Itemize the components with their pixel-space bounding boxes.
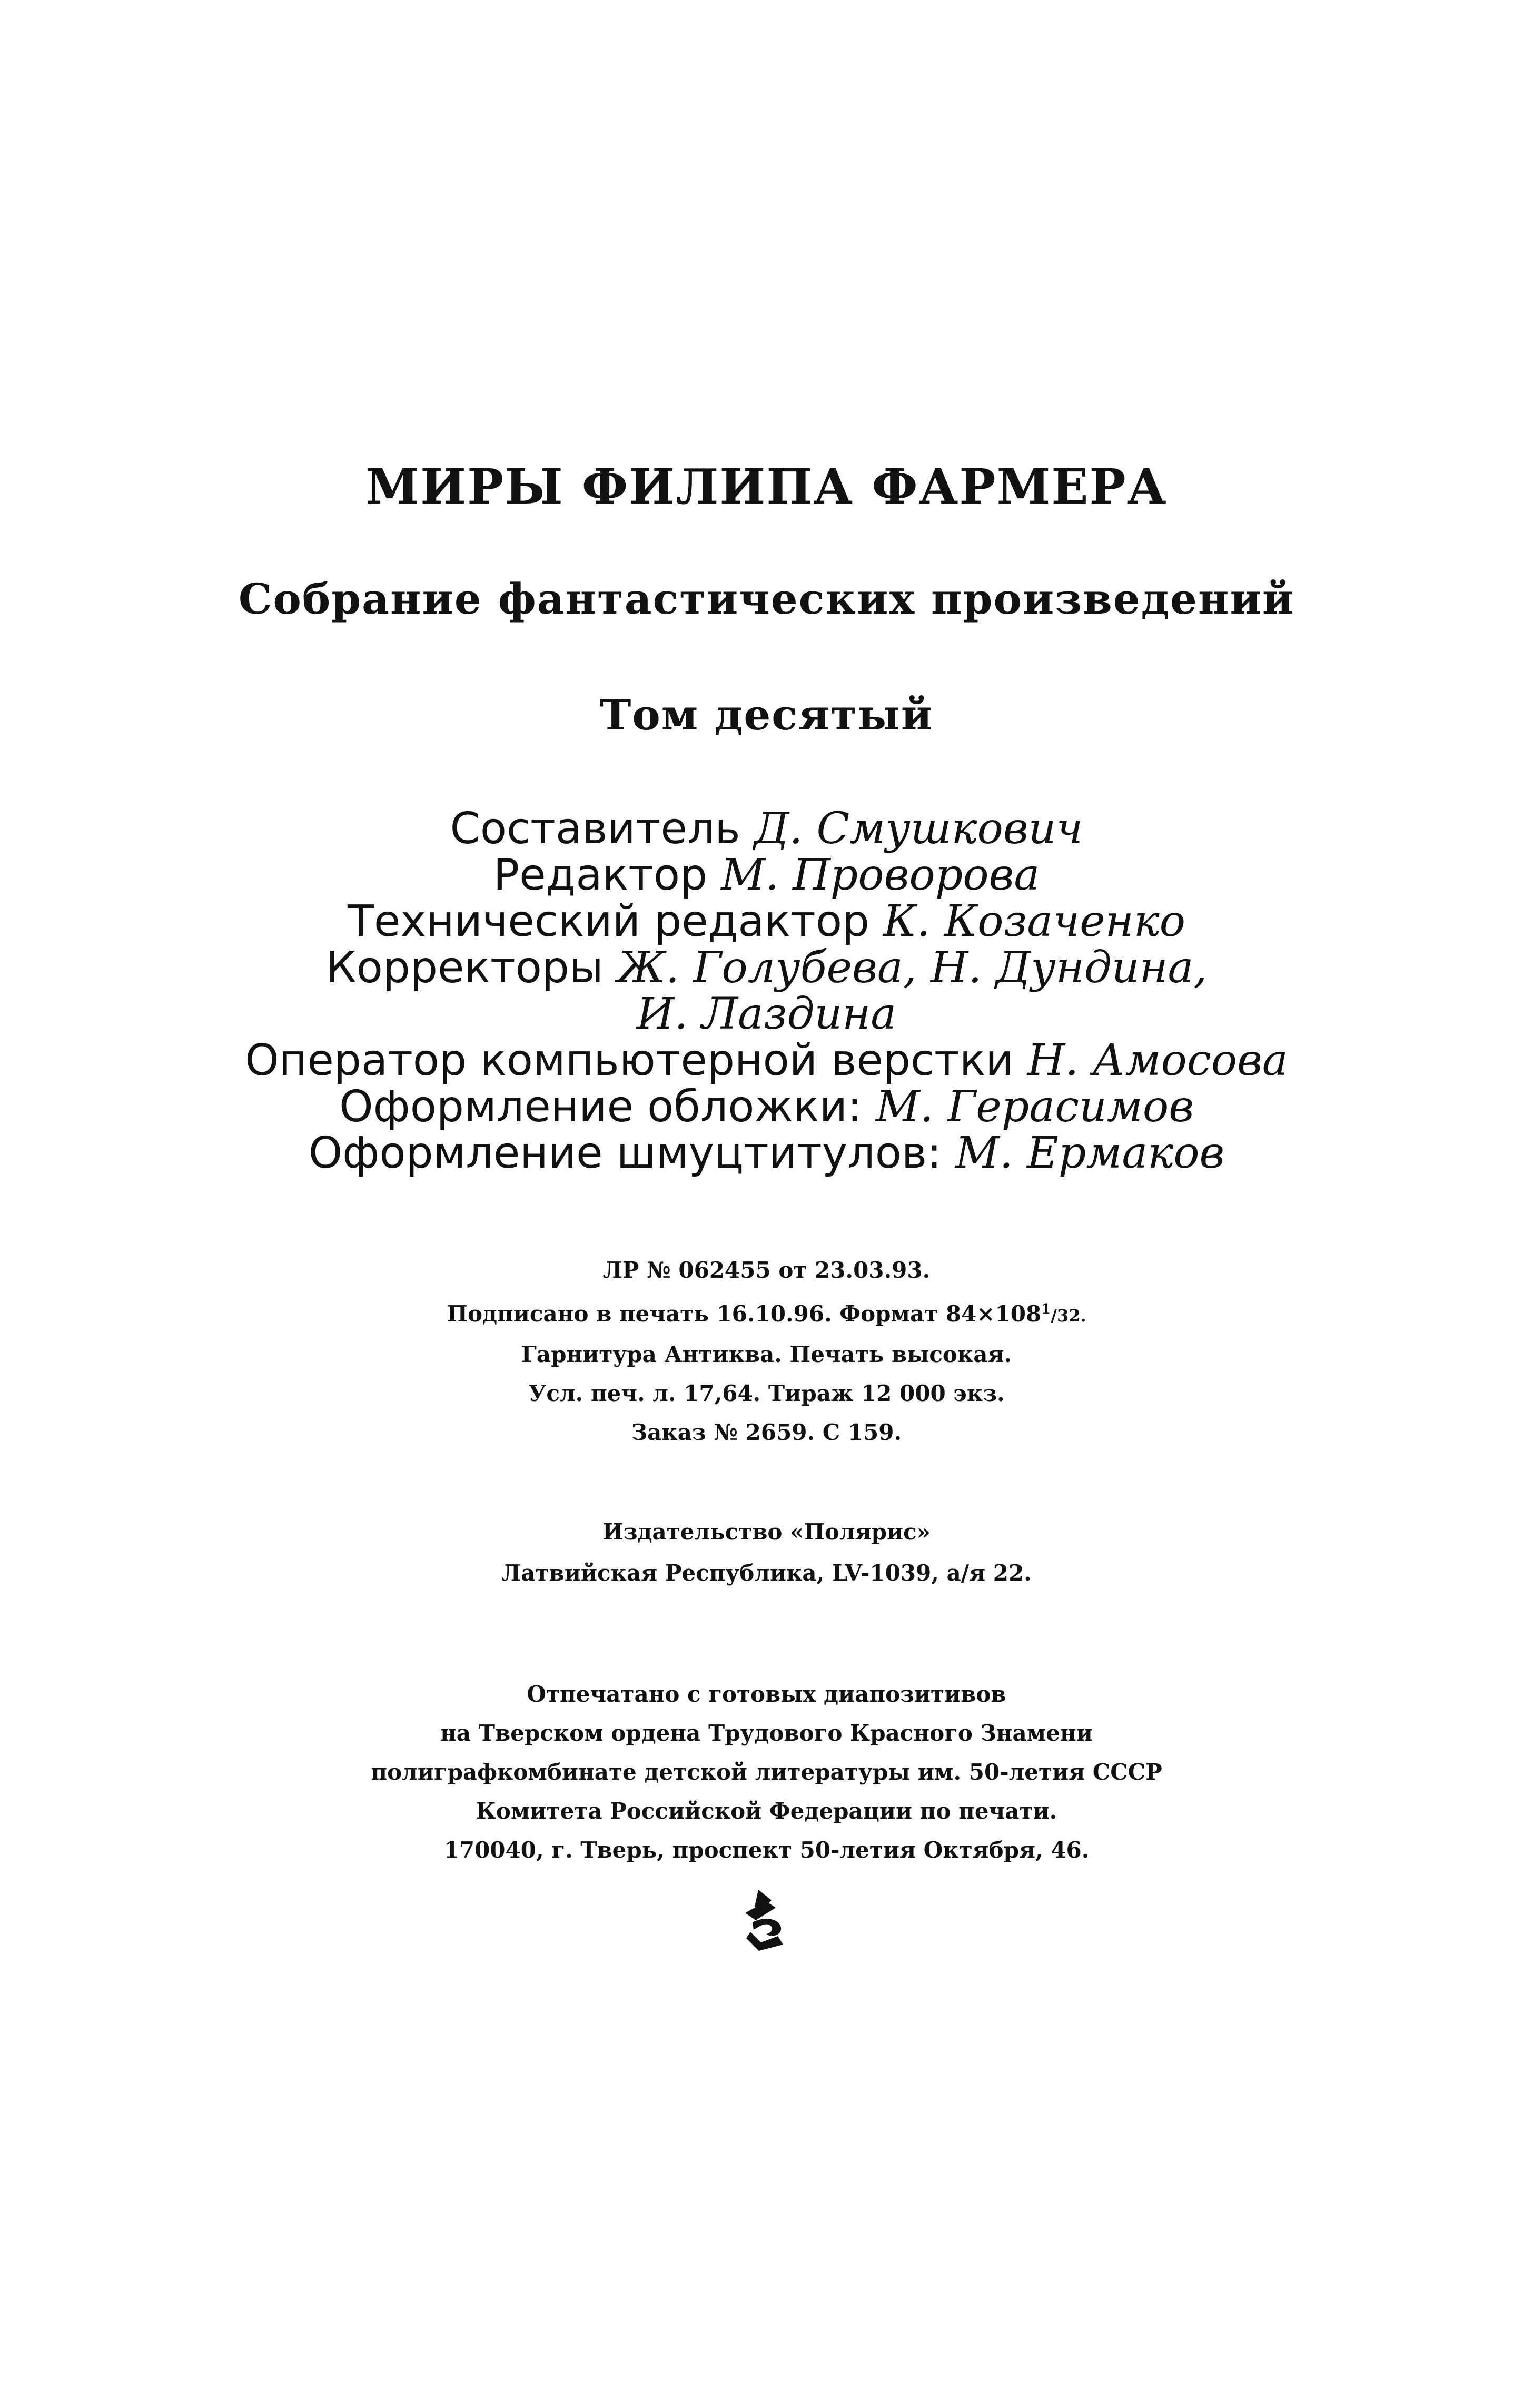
credit-line: Составитель Д. Смушкович xyxy=(450,804,1083,854)
volume-label: Том десятый xyxy=(599,690,934,739)
signed-line: Подписано в печать 16.10.96. Формат $84\times 108^1/32$. xyxy=(447,1301,1086,1327)
publisher-address: Латвийская Республика, LV-1039, а/я 22. xyxy=(501,1560,1032,1586)
printer-line: 170040, г. Тверь, проспект 50-летия Октября, 46. xyxy=(443,1837,1090,1863)
credit-line: Корректоры Ж. Голубева, Н. Дундина, xyxy=(325,943,1208,993)
publisher-block xyxy=(0,1512,1533,1594)
printer-line: полиграфкомбинате детской литературы им. 50-летия СССР xyxy=(371,1759,1162,1785)
printer-line: Отпечатано с готовых диапозитивов xyxy=(527,1681,1006,1707)
printer-logo-icon xyxy=(735,1886,793,1954)
credit-line: Технический редактор К. Козаченко xyxy=(347,896,1186,946)
credit-line: И. Лаздина xyxy=(636,989,897,1039)
book-subtitle: Собрание фантастических произведений xyxy=(238,574,1295,624)
order-line: Заказ № 2659. С 159. xyxy=(631,1419,902,1445)
printer-block xyxy=(0,1675,1533,1870)
printer-line: Комитета Российской Федерации по печати. xyxy=(476,1798,1057,1824)
credit-line: Оператор компьютерной верстки Н. Амосова xyxy=(245,1035,1288,1085)
typeface-line: Гарнитура Антиква. Печать высокая. xyxy=(521,1341,1012,1367)
sheets-line: Усл. печ. л. 17,64. Тираж 12 000 экз. xyxy=(528,1380,1005,1406)
credit-line: Оформление шмуцтитулов: М. Ермаков xyxy=(308,1128,1225,1178)
license-line: ЛР № 062455 от 23.03.93. xyxy=(602,1257,931,1283)
printer-line: на Тверском ордена Трудового Красного Знамени xyxy=(440,1720,1093,1746)
credit-line: Оформление обложки: М. Герасимов xyxy=(339,1082,1194,1132)
credits-block xyxy=(0,806,1533,1177)
publisher-name: Издательство «Полярис» xyxy=(602,1519,931,1545)
book-title: МИРЫ ФИЛИПА ФАРМЕРА xyxy=(365,458,1168,515)
credit-line: Редактор М. Проворова xyxy=(493,850,1040,900)
imprint-block xyxy=(0,1251,1533,1452)
